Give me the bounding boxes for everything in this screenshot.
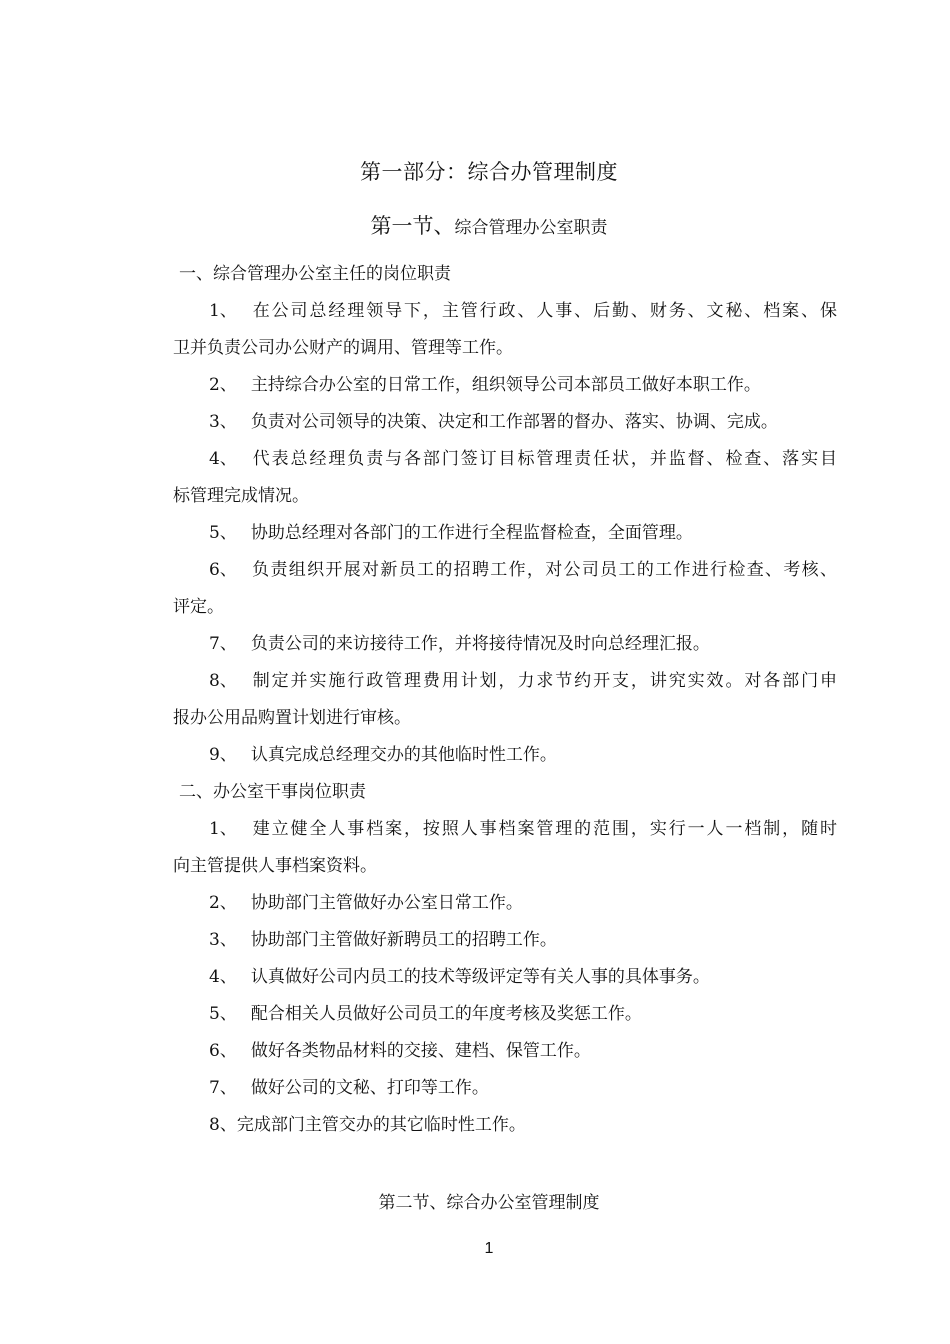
item-number: 1、 xyxy=(209,301,237,321)
document-body xyxy=(173,256,837,1144)
item-number: 4、 xyxy=(209,449,237,469)
item-text: 协助部门主管做好办公室日常工作。 xyxy=(250,893,523,913)
document-title: 第一部分：综合办管理制度 xyxy=(360,160,618,184)
part-1-item-6-line-2: 评定。 xyxy=(173,597,224,617)
page-number: 1 xyxy=(484,1240,494,1257)
part-1-item-4-line-2: 标管理完成情况。 xyxy=(173,486,309,506)
item-text: 建立健全人事档案，按照人事档案管理的范围，实行一人一档制，随时 xyxy=(250,819,837,839)
item-number: 8、 xyxy=(209,671,237,691)
item-number: 3、 xyxy=(209,930,237,950)
item-number: 7、 xyxy=(209,634,237,654)
item-number: 9、 xyxy=(209,745,237,765)
item-text: 在公司总经理领导下，主管行政、人事、后勤、财务、文秘、档案、保 xyxy=(250,301,837,321)
section-1-name: 综合管理办公室职责 xyxy=(454,218,608,238)
part-1-item-1-line-1 xyxy=(173,293,837,330)
part-1-heading: 一、综合管理办公室主任的岗位职责 xyxy=(179,264,451,284)
item-number: 2、 xyxy=(209,893,237,913)
part-1-item-9 xyxy=(173,737,837,774)
item-number: 8、 xyxy=(209,1115,237,1135)
section-2-title: 第二节、综合办公室管理制度 xyxy=(378,1193,600,1213)
item-text: 配合相关人员做好公司员工的年度考核及奖惩工作。 xyxy=(250,1004,642,1024)
item-number: 1、 xyxy=(209,819,237,839)
part-1-item-1-line-2: 卫并负责公司办公财产的调用、管理等工作。 xyxy=(173,338,513,358)
part-1-item-4-line-1 xyxy=(173,441,837,478)
part-2-item-2 xyxy=(173,885,837,922)
section-1-prefix: 第一节、 xyxy=(370,214,455,238)
part-2-item-1-line-1 xyxy=(173,811,837,848)
part-1-item-5 xyxy=(173,515,837,552)
item-number: 5、 xyxy=(209,1004,237,1024)
part-1-item-6-line-1 xyxy=(173,552,837,589)
part-2-heading: 二、办公室干事岗位职责 xyxy=(179,782,366,802)
part-1-item-8-line-2: 报办公用品购置计划进行审核。 xyxy=(173,708,411,728)
item-text: 做好各类物品材料的交接、建档、保管工作。 xyxy=(250,1041,591,1061)
item-text: 负责组织开展对新员工的招聘工作，对公司员工的工作进行检查、考核、 xyxy=(250,560,837,580)
part-1-item-2 xyxy=(173,367,837,404)
part-1-item-7 xyxy=(173,626,837,663)
item-number: 7、 xyxy=(209,1078,237,1098)
part-1-item-3 xyxy=(173,404,837,441)
section-1-title xyxy=(0,210,950,240)
item-text: 协助总经理对各部门的工作进行全程监督检查，全面管理。 xyxy=(250,523,693,543)
item-number: 6、 xyxy=(209,1041,237,1061)
item-number: 5、 xyxy=(209,523,237,543)
part-1-item-8-line-1 xyxy=(173,663,837,700)
item-text: 制定并实施行政管理费用计划，力求节约开支，讲究实效。对各部门申 xyxy=(250,671,837,691)
item-number: 6、 xyxy=(209,560,237,580)
part-2-item-5 xyxy=(173,996,837,1033)
part-2-item-3 xyxy=(173,922,837,959)
item-text: 主持综合办公室的日常工作，组织领导公司本部员工做好本职工作。 xyxy=(250,375,761,395)
part-2-item-4 xyxy=(173,959,837,996)
item-text: 认真完成总经理交办的其他临时性工作。 xyxy=(250,745,557,765)
item-text: 完成部门主管交办的其它临时性工作。 xyxy=(236,1115,526,1135)
item-text: 做好公司的文秘、打印等工作。 xyxy=(250,1078,489,1098)
part-2-item-1-line-2: 向主管提供人事档案资料。 xyxy=(173,856,377,876)
item-number: 4、 xyxy=(209,967,237,987)
part-2-item-8 xyxy=(173,1107,837,1144)
part-2-item-7 xyxy=(173,1070,837,1107)
item-number: 3、 xyxy=(209,412,237,432)
item-text: 负责对公司领导的决策、决定和工作部署的督办、落实、协调、完成。 xyxy=(250,412,778,432)
item-text: 认真做好公司内员工的技术等级评定等有关人事的具体事务。 xyxy=(250,967,710,987)
item-number: 2、 xyxy=(209,375,237,395)
part-2-item-6 xyxy=(173,1033,837,1070)
item-text: 负责公司的来访接待工作，并将接待情况及时向总经理汇报。 xyxy=(250,634,710,654)
item-text: 代表总经理负责与各部门签订目标管理责任状，并监督、检查、落实目 xyxy=(250,449,837,469)
item-text: 协助部门主管做好新聘员工的招聘工作。 xyxy=(250,930,557,950)
